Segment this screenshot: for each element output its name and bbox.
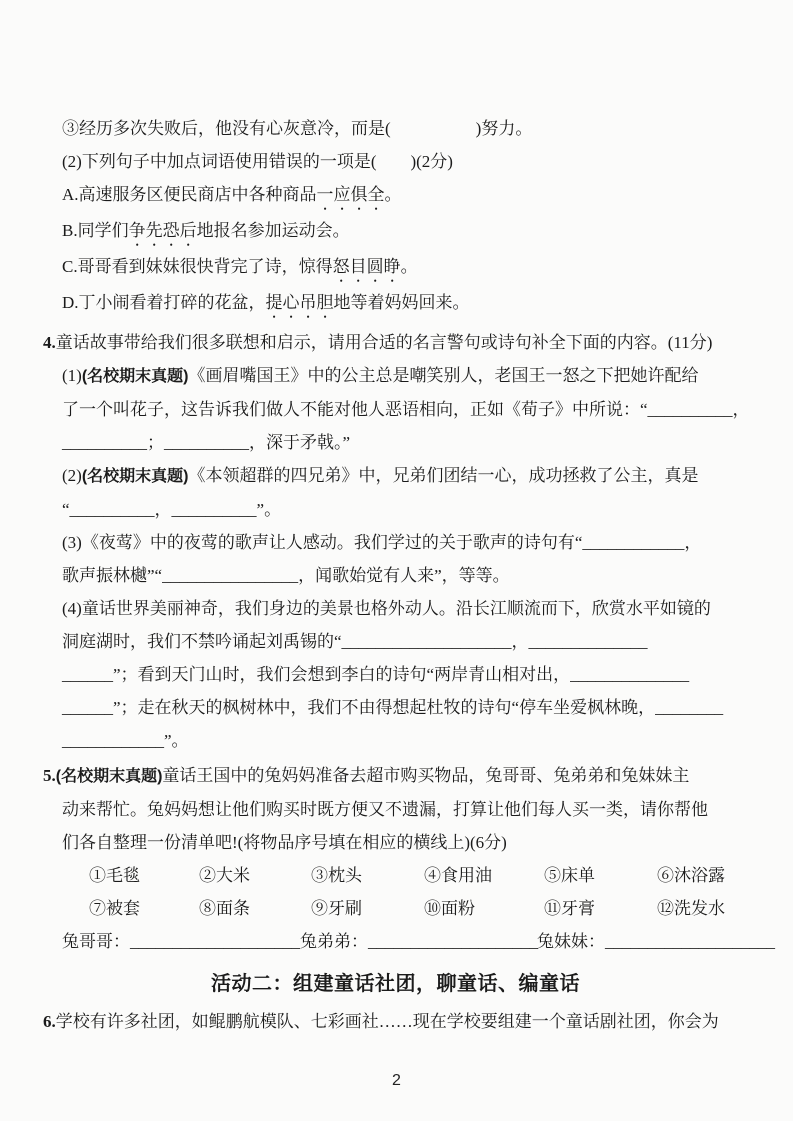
q4-sub4-line4: ______”；走在秋天的枫树林中，我们不由得想起杜牧的诗句“停车坐爱枫林晚，________ [62, 698, 724, 717]
answer-blanks-row [62, 925, 775, 958]
option-b [62, 214, 748, 250]
item-4: ④食用油 [424, 866, 492, 885]
question2-block [62, 112, 748, 322]
item-2: ②大米 [199, 866, 250, 885]
q4-sub1-line3: __________；__________，深于矛戟。” [62, 433, 351, 452]
page-number: 2 [392, 1072, 401, 1089]
q4-sub4-line1: (4)童话世界美丽神奇，我们身边的美景也格外动人。沿长江顺流而下，欣赏水平如镜的 [62, 599, 711, 618]
question4-sub1 [62, 359, 748, 459]
question6-line1-text: 学校有许多社团，如鲲鹏航模队、七彩画社……现在学校要组建一个童话剧社团，你会为 [55, 1012, 719, 1031]
item-1: ①毛毯 [89, 866, 140, 885]
option-d-emphasized: 提心吊胆 [265, 293, 334, 312]
option-d-pre: D.丁小闹看着打碎的花盆， [62, 293, 266, 312]
exam-source-tag: (名校期末真题) [55, 768, 163, 785]
answer-blank-rabbit-younger-brother: 兔弟弟：____________________ [300, 932, 538, 951]
question5-line1-text: 童话王国中的兔妈妈准备去超市购买物品，兔哥哥、兔弟弟和兔妹妹主 [162, 766, 690, 785]
option-b-pre: B.同学们 [62, 221, 129, 240]
exam-source-tag: (名校期末真题) [81, 468, 189, 485]
option-c-post: 。 [400, 257, 418, 276]
question4-sub4 [62, 592, 748, 757]
question5-line3: 们各自整理一份清单吧!(将物品序号填在相应的横线上)(6分) [62, 833, 507, 852]
q4-sub4-line2: 洞庭湖时，我们不禁吟诵起刘禹锡的“____________________，______________ [62, 632, 648, 651]
q4-sub4-line5: ____________”。 [62, 731, 189, 750]
item-list-row-1 [89, 859, 748, 892]
option-b-post: 地报名参加运动会。 [196, 221, 350, 240]
q4-sub1-prefix: (1) [62, 366, 82, 385]
item-10: ⑩面粉 [424, 899, 475, 918]
item-3: ③枕头 [311, 866, 362, 885]
option-a-pre: A.高速服务区便民商店中各种商品 [62, 185, 317, 204]
answer-blank-rabbit-brother: 兔哥哥：____________________ [62, 932, 300, 951]
item-12: ⑫洗发水 [657, 899, 725, 918]
question5-number: 5. [43, 766, 56, 785]
activity-2-heading: 活动二：组建童话社团，聊童话、编童话 [211, 973, 580, 995]
question6-number: 6. [43, 1012, 56, 1031]
q4-sub1-line1-text: 《画眉嘴国王》中的公主总是嘲笑别人，老国王一怒之下把她许配给 [188, 366, 699, 385]
option-a-post: 。 [384, 185, 402, 204]
question4-number: 4. [43, 333, 56, 352]
option-b-emphasized: 争先恐后 [128, 221, 197, 240]
question5-block [43, 759, 775, 958]
item-11: ⑪牙膏 [544, 899, 595, 918]
exam-source-tag: (名校期末真题) [81, 368, 189, 385]
subquestion-2-stem: (2)下列句子中加点词语使用错误的一项是( )(2分) [62, 152, 453, 171]
q4-sub4-line3: ______”；看到天门山时，我们会想到李白的诗句“两岸青山相对出，______________ [62, 665, 690, 684]
option-a [62, 178, 748, 214]
option-c [62, 250, 748, 286]
q4-sub2-line2: “__________，__________”。 [62, 500, 282, 519]
q4-sub2-prefix: (2) [62, 466, 82, 485]
q4-sub2-line1 [62, 459, 748, 493]
question4-stem-text: 童话故事带给我们很多联想和启示，请用合适的名言警句或诗句补全下面的内容。(11分) [55, 333, 713, 352]
item-7: ⑦被套 [89, 899, 140, 918]
item-list-row-2 [89, 892, 748, 925]
option-d [62, 286, 748, 322]
q4-sub2-line1-text: 《本领超群的四兄弟》中，兄弟们团结一心，成功拯救了公主，真是 [188, 466, 699, 485]
q4-sub3-line2: 歌声振林樾”“________________，闻歌始觉有人来”，等等。 [62, 566, 510, 585]
q4-sub3-line1: (3)《夜莺》中的夜莺的歌声让人感动。我们学过的关于歌声的诗句有“____________， [62, 533, 702, 552]
option-c-pre: C.哥哥看到妹妹很快背完了诗，惊得 [62, 257, 333, 276]
question4-sub2 [62, 459, 748, 526]
option-c-emphasized: 怒目圆睁 [332, 257, 401, 276]
question5-line2: 动来帮忙。兔妈妈想让他们购买时既方便又不遗漏，打算让他们每人买一类，请你帮他 [62, 800, 708, 819]
fill-blank-item-3: ③经历多次失败后，他没有心灰意冷，而是( )努力。 [62, 119, 533, 138]
question4-block [43, 326, 748, 757]
item-6: ⑥沐浴露 [657, 866, 725, 885]
question6-line1 [43, 1005, 748, 1038]
option-a-emphasized: 一应俱全 [316, 185, 385, 204]
item-5: ⑤床单 [544, 866, 595, 885]
item-9: ⑨牙刷 [311, 899, 362, 918]
option-d-post: 地等着妈妈回来。 [333, 293, 470, 312]
q4-sub1-line1 [62, 359, 748, 393]
question5-line1 [43, 759, 748, 793]
answer-blank-rabbit-sister: 兔妹妹：____________________ [537, 932, 775, 951]
question4-sub3 [62, 526, 748, 592]
item-8: ⑧面条 [199, 899, 250, 918]
question4-stem [43, 326, 748, 359]
q4-sub1-line2: 了一个叫花子，这告诉我们做人不能对他人恶语相向，正如《荀子》中所说：“__________， [62, 400, 750, 419]
